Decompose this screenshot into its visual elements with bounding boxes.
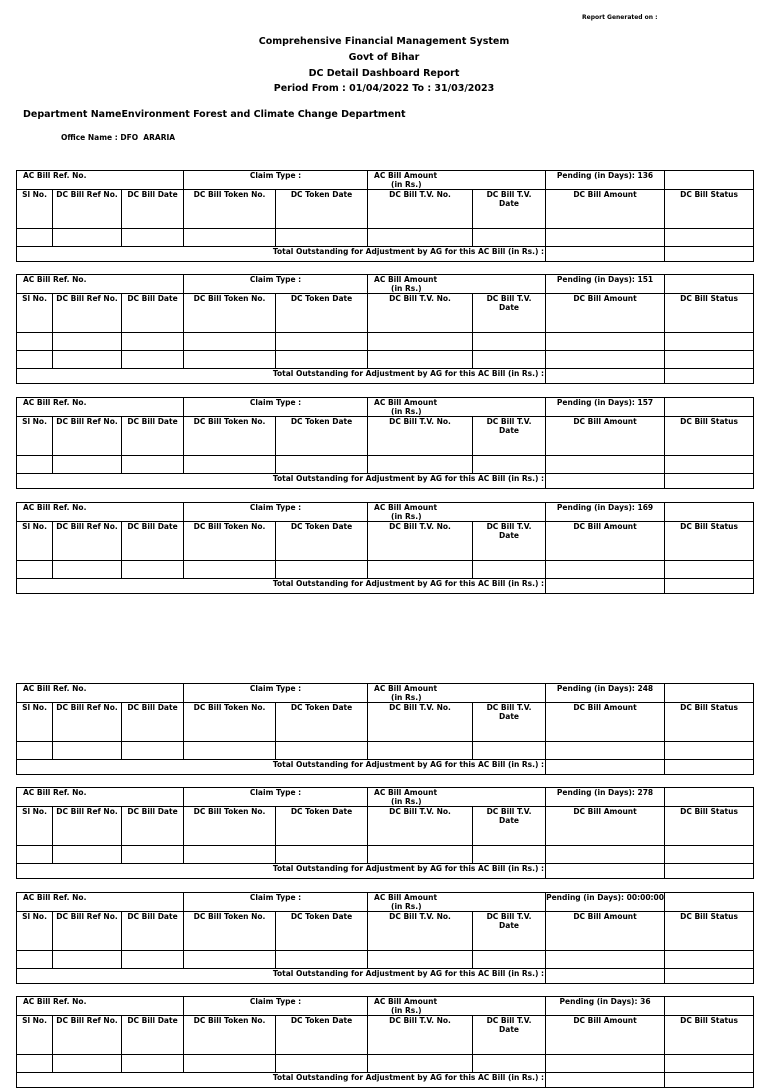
ac-bill-amount-label: AC Bill Amount (in Rs.): [368, 503, 546, 522]
table-row: [17, 846, 754, 864]
pending-days: Pending (in Days): 00:00:00: [546, 893, 665, 912]
table-cell: [276, 1055, 368, 1073]
empty-cell: [665, 275, 754, 294]
col-dc-token-date: DC Token Date: [276, 522, 368, 561]
col-dc-bill-ref: DC Bill Ref No.: [53, 294, 122, 333]
col-sl-no: Sl No.: [17, 190, 53, 229]
table-cell: [184, 229, 276, 247]
table-cell: [122, 351, 184, 369]
col-dc-token-date: DC Token Date: [276, 294, 368, 333]
ac-bill-ref-label: AC Bill Ref. No.: [17, 997, 184, 1016]
col-sl-no: Sl No.: [17, 1016, 53, 1055]
col-dc-token-no: DC Bill Token No.: [184, 807, 276, 846]
table-cell: [53, 1055, 122, 1073]
col-sl-no: Sl No.: [17, 522, 53, 561]
table-cell: [276, 951, 368, 969]
table-row: [17, 351, 754, 369]
table-cell: [665, 561, 754, 579]
empty-cell: [665, 893, 754, 912]
ac-bill-ref-label: AC Bill Ref. No.: [17, 171, 184, 190]
total-outstanding-label: Total Outstanding for Adjustment by AG for this AC Bill (in Rs.) :: [17, 969, 546, 984]
table-cell: [665, 742, 754, 760]
pending-days: Pending (in Days): 157: [546, 398, 665, 417]
col-dc-tv-date: DC Bill T.V. Date: [473, 417, 546, 456]
col-sl-no: Sl No.: [17, 807, 53, 846]
table-cell: [53, 742, 122, 760]
table-cell: [53, 456, 122, 474]
ac-bill-ref-label: AC Bill Ref. No.: [17, 788, 184, 807]
ac-bill-amount-label: AC Bill Amount (in Rs.): [368, 398, 546, 417]
table-cell: [473, 951, 546, 969]
col-dc-token-date: DC Token Date: [276, 912, 368, 951]
table-cell: [184, 333, 276, 351]
table-cell: [184, 1055, 276, 1073]
col-dc-bill-amount: DC Bill Amount: [546, 294, 665, 333]
table-row: [17, 456, 754, 474]
claim-type-label: Claim Type :: [184, 788, 368, 807]
table-row: [17, 333, 754, 351]
table-cell: [184, 951, 276, 969]
dc-bill-table: [16, 892, 754, 984]
table-cell: [17, 951, 53, 969]
col-dc-bill-status: DC Bill Status: [665, 807, 754, 846]
total-outstanding-label: Total Outstanding for Adjustment by AG for this AC Bill (in Rs.) :: [17, 1073, 546, 1088]
table-cell: [546, 456, 665, 474]
col-dc-tv-no: DC Bill T.V. No.: [368, 703, 473, 742]
dc-bill-table: [16, 996, 754, 1088]
col-dc-bill-status: DC Bill Status: [665, 294, 754, 333]
col-dc-bill-amount: DC Bill Amount: [546, 522, 665, 561]
department-value: Environment Forest and Climate Change Department: [121, 109, 406, 120]
empty-cell: [665, 579, 754, 594]
col-dc-tv-no: DC Bill T.V. No.: [368, 912, 473, 951]
table-cell: [473, 1055, 546, 1073]
table-cell: [546, 742, 665, 760]
ac-bill-ref-label: AC Bill Ref. No.: [17, 684, 184, 703]
table-cell: [276, 351, 368, 369]
table-cell: [546, 951, 665, 969]
ac-bill-amount-label: AC Bill Amount (in Rs.): [368, 893, 546, 912]
table-cell: [276, 229, 368, 247]
col-sl-no: Sl No.: [17, 912, 53, 951]
table-cell: [665, 951, 754, 969]
empty-cell: [665, 369, 754, 384]
table-cell: [53, 951, 122, 969]
table-cell: [473, 742, 546, 760]
claim-type-label: Claim Type :: [184, 398, 368, 417]
table-cell: [368, 951, 473, 969]
table-cell: [122, 742, 184, 760]
pending-days: Pending (in Days): 36: [546, 997, 665, 1016]
report-title: DC Detail Dashboard Report: [308, 67, 460, 79]
ac-bill-amount-label: AC Bill Amount (in Rs.): [368, 997, 546, 1016]
col-dc-bill-date: DC Bill Date: [122, 522, 184, 561]
dc-bill-block: [16, 787, 753, 879]
table-cell: [665, 456, 754, 474]
table-cell: [546, 1055, 665, 1073]
col-dc-token-date: DC Token Date: [276, 190, 368, 229]
empty-cell: [665, 503, 754, 522]
col-dc-bill-ref: DC Bill Ref No.: [53, 807, 122, 846]
total-outstanding-value: [546, 369, 665, 384]
table-cell: [546, 333, 665, 351]
table-cell: [546, 561, 665, 579]
period-title: Period From : 01/04/2022 To : 31/03/2023: [273, 83, 495, 94]
empty-cell: [665, 969, 754, 984]
table-cell: [665, 229, 754, 247]
pending-days: Pending (in Days): 278: [546, 788, 665, 807]
col-dc-token-date: DC Token Date: [276, 417, 368, 456]
col-dc-bill-status: DC Bill Status: [665, 190, 754, 229]
office-value: DFO ARARIA: [120, 133, 176, 142]
col-dc-tv-date: DC Bill T.V. Date: [473, 190, 546, 229]
col-sl-no: Sl No.: [17, 294, 53, 333]
table-cell: [17, 1055, 53, 1073]
col-dc-bill-status: DC Bill Status: [665, 912, 754, 951]
table-cell: [473, 229, 546, 247]
col-dc-bill-amount: DC Bill Amount: [546, 912, 665, 951]
govt-title: Govt of Bihar: [348, 52, 420, 63]
total-outstanding-label: Total Outstanding for Adjustment by AG for this AC Bill (in Rs.) :: [17, 760, 546, 775]
col-dc-tv-no: DC Bill T.V. No.: [368, 1016, 473, 1055]
col-dc-bill-date: DC Bill Date: [122, 703, 184, 742]
table-cell: [276, 561, 368, 579]
dc-bill-table: [16, 683, 754, 775]
table-cell: [665, 1055, 754, 1073]
dc-bill-block: [16, 892, 753, 984]
table-cell: [665, 333, 754, 351]
dc-bill-block: [16, 996, 753, 1088]
col-dc-bill-amount: DC Bill Amount: [546, 1016, 665, 1055]
ac-bill-ref-label: AC Bill Ref. No.: [17, 275, 184, 294]
ac-bill-amount-label: AC Bill Amount (in Rs.): [368, 171, 546, 190]
empty-cell: [665, 474, 754, 489]
department-row: [23, 109, 406, 120]
empty-cell: [665, 247, 754, 262]
table-row: [17, 561, 754, 579]
total-outstanding-label: Total Outstanding for Adjustment by AG for this AC Bill (in Rs.) :: [17, 579, 546, 594]
table-cell: [53, 333, 122, 351]
table-cell: [53, 229, 122, 247]
col-dc-bill-date: DC Bill Date: [122, 417, 184, 456]
table-cell: [546, 229, 665, 247]
claim-type-label: Claim Type :: [184, 275, 368, 294]
ac-bill-ref-label: AC Bill Ref. No.: [17, 893, 184, 912]
col-dc-bill-ref: DC Bill Ref No.: [53, 190, 122, 229]
system-title: Comprehensive Financial Management System: [258, 36, 510, 47]
table-cell: [473, 351, 546, 369]
total-outstanding-label: Total Outstanding for Adjustment by AG for this AC Bill (in Rs.) :: [17, 864, 546, 879]
table-cell: [473, 561, 546, 579]
table-cell: [368, 351, 473, 369]
dc-bill-table: [16, 397, 754, 489]
claim-type-label: Claim Type :: [184, 684, 368, 703]
table-cell: [473, 456, 546, 474]
table-cell: [473, 846, 546, 864]
table-row: [17, 229, 754, 247]
table-row: [17, 742, 754, 760]
total-outstanding-label: Total Outstanding for Adjustment by AG for this AC Bill (in Rs.) :: [17, 474, 546, 489]
col-dc-token-no: DC Bill Token No.: [184, 417, 276, 456]
dc-bill-block: [16, 170, 753, 262]
col-dc-tv-date: DC Bill T.V. Date: [473, 703, 546, 742]
dc-bill-table: [16, 274, 754, 384]
claim-type-label: Claim Type :: [184, 503, 368, 522]
table-cell: [17, 333, 53, 351]
table-cell: [276, 846, 368, 864]
ac-bill-ref-label: AC Bill Ref. No.: [17, 398, 184, 417]
table-cell: [122, 229, 184, 247]
table-cell: [17, 742, 53, 760]
total-outstanding-value: [546, 760, 665, 775]
claim-type-label: Claim Type :: [184, 171, 368, 190]
table-cell: [122, 456, 184, 474]
ac-bill-amount-label: AC Bill Amount (in Rs.): [368, 684, 546, 703]
empty-cell: [665, 864, 754, 879]
col-dc-bill-date: DC Bill Date: [122, 912, 184, 951]
dc-bill-table: [16, 502, 754, 594]
table-cell: [368, 456, 473, 474]
table-cell: [276, 333, 368, 351]
table-cell: [17, 561, 53, 579]
empty-cell: [665, 997, 754, 1016]
col-dc-token-date: DC Token Date: [276, 703, 368, 742]
ac-bill-ref-label: AC Bill Ref. No.: [17, 503, 184, 522]
col-dc-bill-amount: DC Bill Amount: [546, 190, 665, 229]
table-cell: [17, 351, 53, 369]
col-dc-bill-ref: DC Bill Ref No.: [53, 912, 122, 951]
claim-type-label: Claim Type :: [184, 997, 368, 1016]
total-outstanding-value: [546, 1073, 665, 1088]
table-cell: [17, 456, 53, 474]
table-cell: [184, 742, 276, 760]
table-cell: [368, 561, 473, 579]
col-dc-bill-date: DC Bill Date: [122, 294, 184, 333]
table-cell: [184, 456, 276, 474]
pending-days: Pending (in Days): 169: [546, 503, 665, 522]
col-dc-token-no: DC Bill Token No.: [184, 522, 276, 561]
col-dc-tv-date: DC Bill T.V. Date: [473, 912, 546, 951]
col-dc-bill-ref: DC Bill Ref No.: [53, 703, 122, 742]
col-dc-bill-status: DC Bill Status: [665, 703, 754, 742]
col-dc-token-no: DC Bill Token No.: [184, 912, 276, 951]
col-dc-token-no: DC Bill Token No.: [184, 1016, 276, 1055]
empty-cell: [665, 684, 754, 703]
dc-bill-table: [16, 787, 754, 879]
table-cell: [368, 742, 473, 760]
col-dc-bill-status: DC Bill Status: [665, 1016, 754, 1055]
col-dc-bill-date: DC Bill Date: [122, 807, 184, 846]
col-dc-token-date: DC Token Date: [276, 1016, 368, 1055]
table-cell: [184, 351, 276, 369]
table-cell: [368, 333, 473, 351]
col-dc-tv-no: DC Bill T.V. No.: [368, 807, 473, 846]
empty-cell: [665, 788, 754, 807]
empty-cell: [665, 1073, 754, 1088]
table-cell: [53, 351, 122, 369]
table-cell: [368, 846, 473, 864]
col-dc-bill-status: DC Bill Status: [665, 522, 754, 561]
report-generated-label: Report Generated on :: [582, 14, 658, 21]
table-cell: [17, 229, 53, 247]
col-dc-token-no: DC Bill Token No.: [184, 190, 276, 229]
table-cell: [276, 456, 368, 474]
total-outstanding-label: Total Outstanding for Adjustment by AG for this AC Bill (in Rs.) :: [17, 369, 546, 384]
pending-days: Pending (in Days): 136: [546, 171, 665, 190]
col-sl-no: Sl No.: [17, 417, 53, 456]
col-dc-bill-amount: DC Bill Amount: [546, 417, 665, 456]
office-label: Office Name :: [61, 133, 118, 142]
total-outstanding-value: [546, 247, 665, 262]
empty-cell: [665, 760, 754, 775]
table-cell: [122, 1055, 184, 1073]
ac-bill-amount-label: AC Bill Amount (in Rs.): [368, 788, 546, 807]
table-cell: [184, 846, 276, 864]
empty-cell: [665, 171, 754, 190]
office-row: [61, 133, 175, 142]
total-outstanding-value: [546, 969, 665, 984]
table-row: [17, 951, 754, 969]
table-cell: [122, 951, 184, 969]
table-cell: [17, 846, 53, 864]
dc-bill-table: [16, 170, 754, 262]
col-dc-bill-ref: DC Bill Ref No.: [53, 1016, 122, 1055]
table-cell: [368, 1055, 473, 1073]
table-cell: [665, 351, 754, 369]
col-dc-tv-no: DC Bill T.V. No.: [368, 417, 473, 456]
table-cell: [122, 333, 184, 351]
dc-bill-block: [16, 397, 753, 489]
col-dc-tv-no: DC Bill T.V. No.: [368, 190, 473, 229]
empty-cell: [665, 398, 754, 417]
col-dc-bill-date: DC Bill Date: [122, 1016, 184, 1055]
col-sl-no: Sl No.: [17, 703, 53, 742]
table-cell: [546, 846, 665, 864]
col-dc-bill-date: DC Bill Date: [122, 190, 184, 229]
col-dc-token-no: DC Bill Token No.: [184, 703, 276, 742]
col-dc-bill-ref: DC Bill Ref No.: [53, 522, 122, 561]
table-cell: [122, 846, 184, 864]
col-dc-tv-date: DC Bill T.V. Date: [473, 522, 546, 561]
total-outstanding-label: Total Outstanding for Adjustment by AG for this AC Bill (in Rs.) :: [17, 247, 546, 262]
total-outstanding-value: [546, 864, 665, 879]
table-cell: [665, 846, 754, 864]
table-cell: [368, 229, 473, 247]
table-cell: [184, 561, 276, 579]
pending-days: Pending (in Days): 248: [546, 684, 665, 703]
col-dc-bill-ref: DC Bill Ref No.: [53, 417, 122, 456]
col-dc-tv-date: DC Bill T.V. Date: [473, 807, 546, 846]
col-dc-tv-no: DC Bill T.V. No.: [368, 522, 473, 561]
table-cell: [276, 742, 368, 760]
table-row: [17, 1055, 754, 1073]
ac-bill-amount-label: AC Bill Amount (in Rs.): [368, 275, 546, 294]
table-cell: [53, 846, 122, 864]
dc-bill-block: [16, 683, 753, 775]
total-outstanding-value: [546, 579, 665, 594]
table-cell: [473, 333, 546, 351]
department-label: Department Name: [23, 109, 122, 120]
col-dc-bill-status: DC Bill Status: [665, 417, 754, 456]
total-outstanding-value: [546, 474, 665, 489]
col-dc-tv-date: DC Bill T.V. Date: [473, 294, 546, 333]
col-dc-bill-amount: DC Bill Amount: [546, 703, 665, 742]
table-cell: [53, 561, 122, 579]
col-dc-tv-no: DC Bill T.V. No.: [368, 294, 473, 333]
col-dc-bill-amount: DC Bill Amount: [546, 807, 665, 846]
table-cell: [546, 351, 665, 369]
col-dc-token-no: DC Bill Token No.: [184, 294, 276, 333]
pending-days: Pending (in Days): 151: [546, 275, 665, 294]
dc-bill-block: [16, 502, 753, 594]
dc-bill-block: [16, 274, 753, 384]
table-cell: [122, 561, 184, 579]
col-dc-token-date: DC Token Date: [276, 807, 368, 846]
claim-type-label: Claim Type :: [184, 893, 368, 912]
col-dc-tv-date: DC Bill T.V. Date: [473, 1016, 546, 1055]
